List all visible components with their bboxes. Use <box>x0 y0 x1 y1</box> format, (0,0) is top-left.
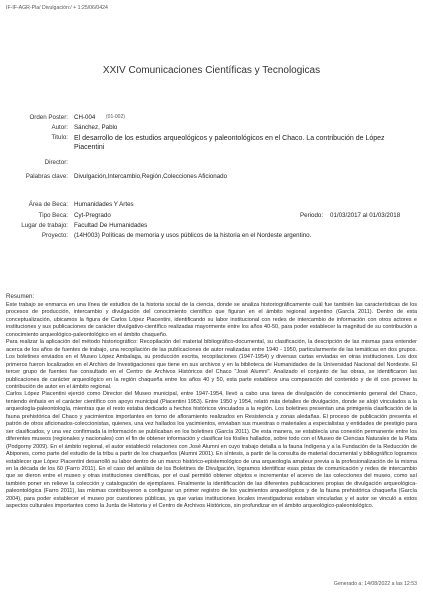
resumen-paragraph: Carlos López Piacentini ejerció como Director del Museo municipal, entre 1947-1954, llevó a cabo una tarea de divulgación de conocimiento general del Chaco, teniendo énfasis en el carácter científico con apoyo municipal (Piacentini 1953). Entre 1950 y 1954, relató más detalles de divulgación, donde se alojó vinculados a la arqueología-paleontología, mientras que el resto estaba dedicado a hechos históricos vinculados a la región. Los boletines presentan una primigenia clasificación de la fauna prehistórica del Chaco y yacimientos importantes en torno de afloramiento realizados en Resistencia y zonas aledañas. El proceso de publicación presenta el patrón de otros aficionados-coleccionistas, quienes, una vez hallados los yacimientos, enviaban sus muestras o materiales a especialistas y entidades de prestigio para ser clasificados, y una vez confirmada la información se publicaban en los boletines (García 2011). De esta manera, se establecía una conexión permanente entre los diferentes museos (regionales y nacionales) con el fin de obtener información y clasificar los fósiles hallados, sobre todo con el Museo de Ciencias Naturales de la Plata (Podgorny 2009). En el ámbito regional, el autor estableció relaciones con José Alumni en cuyo trabajo detalla a la fauna Indígena y a la Fundación de la Reducción de Abipones, como parte del estudio de la tribu a partir de los chaqueños (Alumni 2001). En síntesis, a partir de la consulta de material documental y bibliográfico logramos establecer que López Piacentini desarrolló su labor dentro de un marco histórico-epistemológico de una arqueología amateur previa a la profesionalización de la misma en la década de los 60 (Farro 2011). En el caso del análisis de los Boletines de Divulgación, logramos identificar esas pistas de comunicación y redes de intercambio que se dieron entre el museo y otras instituciones científicas, por el cual permitió obtener objetos e incrementar el acervo de las colecciones del museo, como así también poner en relieve la colección y catalogación de ejemplares. Finalmente la identificación de las diferentes publicaciones propias de divulgación arqueológica-paleontológica (Farro 2011), las mismas contribuyeron a configurar un primer registro de los yacimientos arqueológicos y de la fauna prehistórica chaqueña (García 2004), para poder establecer el museo por cuestiones públicas, ya que varias instituciones locales investigadoras estaban vinculadas y el autor se vinculó a estos aspectos culturales importantes como la Junta de Historia y el Centro de Archivos Históricos, sin profundizar en el ámbito arqueológico-paleontológico. <box>6 391 417 510</box>
field-value: Humanidades Y Artes <box>74 201 134 208</box>
field-extra: (01-002) <box>106 114 125 120</box>
field-value: Divulgación,Intercambio,Región,Colecciones Aficionado <box>74 173 228 180</box>
field-label: Tipo Beca: <box>38 212 68 219</box>
resumen-label: Resumen: <box>6 293 35 300</box>
field-label: Autor: <box>51 124 68 131</box>
field-label: Área de Beca: <box>28 201 68 208</box>
field-value: El desarrollo de los estudios arqueológicos y paleontológicos en el Chaco. La contribución de López Piacentini <box>74 135 385 151</box>
document-reference: IF-IF-AGR-Pla/ Divulgación:/ + 1:25/06/0424 <box>6 5 108 11</box>
field-value: (14H003) Políticas de memoria y usos públicos de la historia en el Nordeste argentino. <box>74 232 312 239</box>
field-label: Director: <box>44 159 68 166</box>
period-label: Periodo: <box>300 212 324 219</box>
resumen-paragraph: Este trabajo se enmarca en una línea de estudios de la historia social de la ciencia, donde se analiza historiográficamente cuál fue también las características de los procesos de producción, intercambio y divulgación del conocimiento científico que figuran en el ámbito regional argentino (García 2011). Dentro de esta conceptualización, ubicamos la figura de Carlos López Piacentini, identificando su labor institucional con redes de intercambio de información con otros actores e instituciones y sus publicaciones de carácter divulgativo-científico realizadas mayormente entre los años 40-50, para poder establecer la magnitud de su contribución a conocimiento arqueológico-paleontológico en el ámbito chaqueño. <box>6 302 417 338</box>
period-value: 01/03/2017 al 01/03/2018 <box>330 212 401 219</box>
field-value: Sánchez, Pablo <box>74 124 118 131</box>
field-label: Proyecto: <box>41 232 68 239</box>
field-value: Cyt-Pregrado <box>74 212 111 219</box>
field-label: Palabras clave: <box>25 173 68 180</box>
field-label: Lugar de trabajo: <box>21 222 68 229</box>
field-label: Titulo: <box>51 134 68 141</box>
resumen-paragraph: Para realizar la aplicación del método historiográfico: Recopilación del material bibliográfico-documental, su clasificación, la descripción de las mismas para entender acerca de los años de fuentes de trabajo, una recopilación de las publicaciones de autor realizadas entre 1940 - 1950, particularmente de las temáticas en dos grupos. Los boletines enviados en el Museo López Ambalaga, su producción escrita, recopilaciones (1947-1954) y diversas cartas enviadas en otras instituciones. Los dos primeros fueron localizados en el Archivo de Investigaciones que tiene en sus archivos y en la biblioteca de Humanidades de la Universidad Nacional del Nordeste. El tercer grupo de fuentes fue consultado en el Centro de Archivos Históricos del Chaco "José Alumni". Analizado el conjunto de las obras, se identificaron las publicaciones de carácter arqueológico en la región chaqueña entre los años 40 y 50, esta parte establece una comparación del contenido y de él con proveer la contribución de autor en el ámbito regional. <box>6 339 417 390</box>
field-value: CH-004 <box>74 114 96 121</box>
generated-timestamp: Generado a: 14/08/2022 a las 12:53 <box>333 581 417 587</box>
field-label: Orden Poster: <box>29 114 68 121</box>
conference-title: XXIV Comunicaciones Científicas y Tecnologicas <box>102 65 321 76</box>
field-value: Facultad De Humanidades <box>74 222 148 229</box>
resumen-body <box>6 302 417 511</box>
